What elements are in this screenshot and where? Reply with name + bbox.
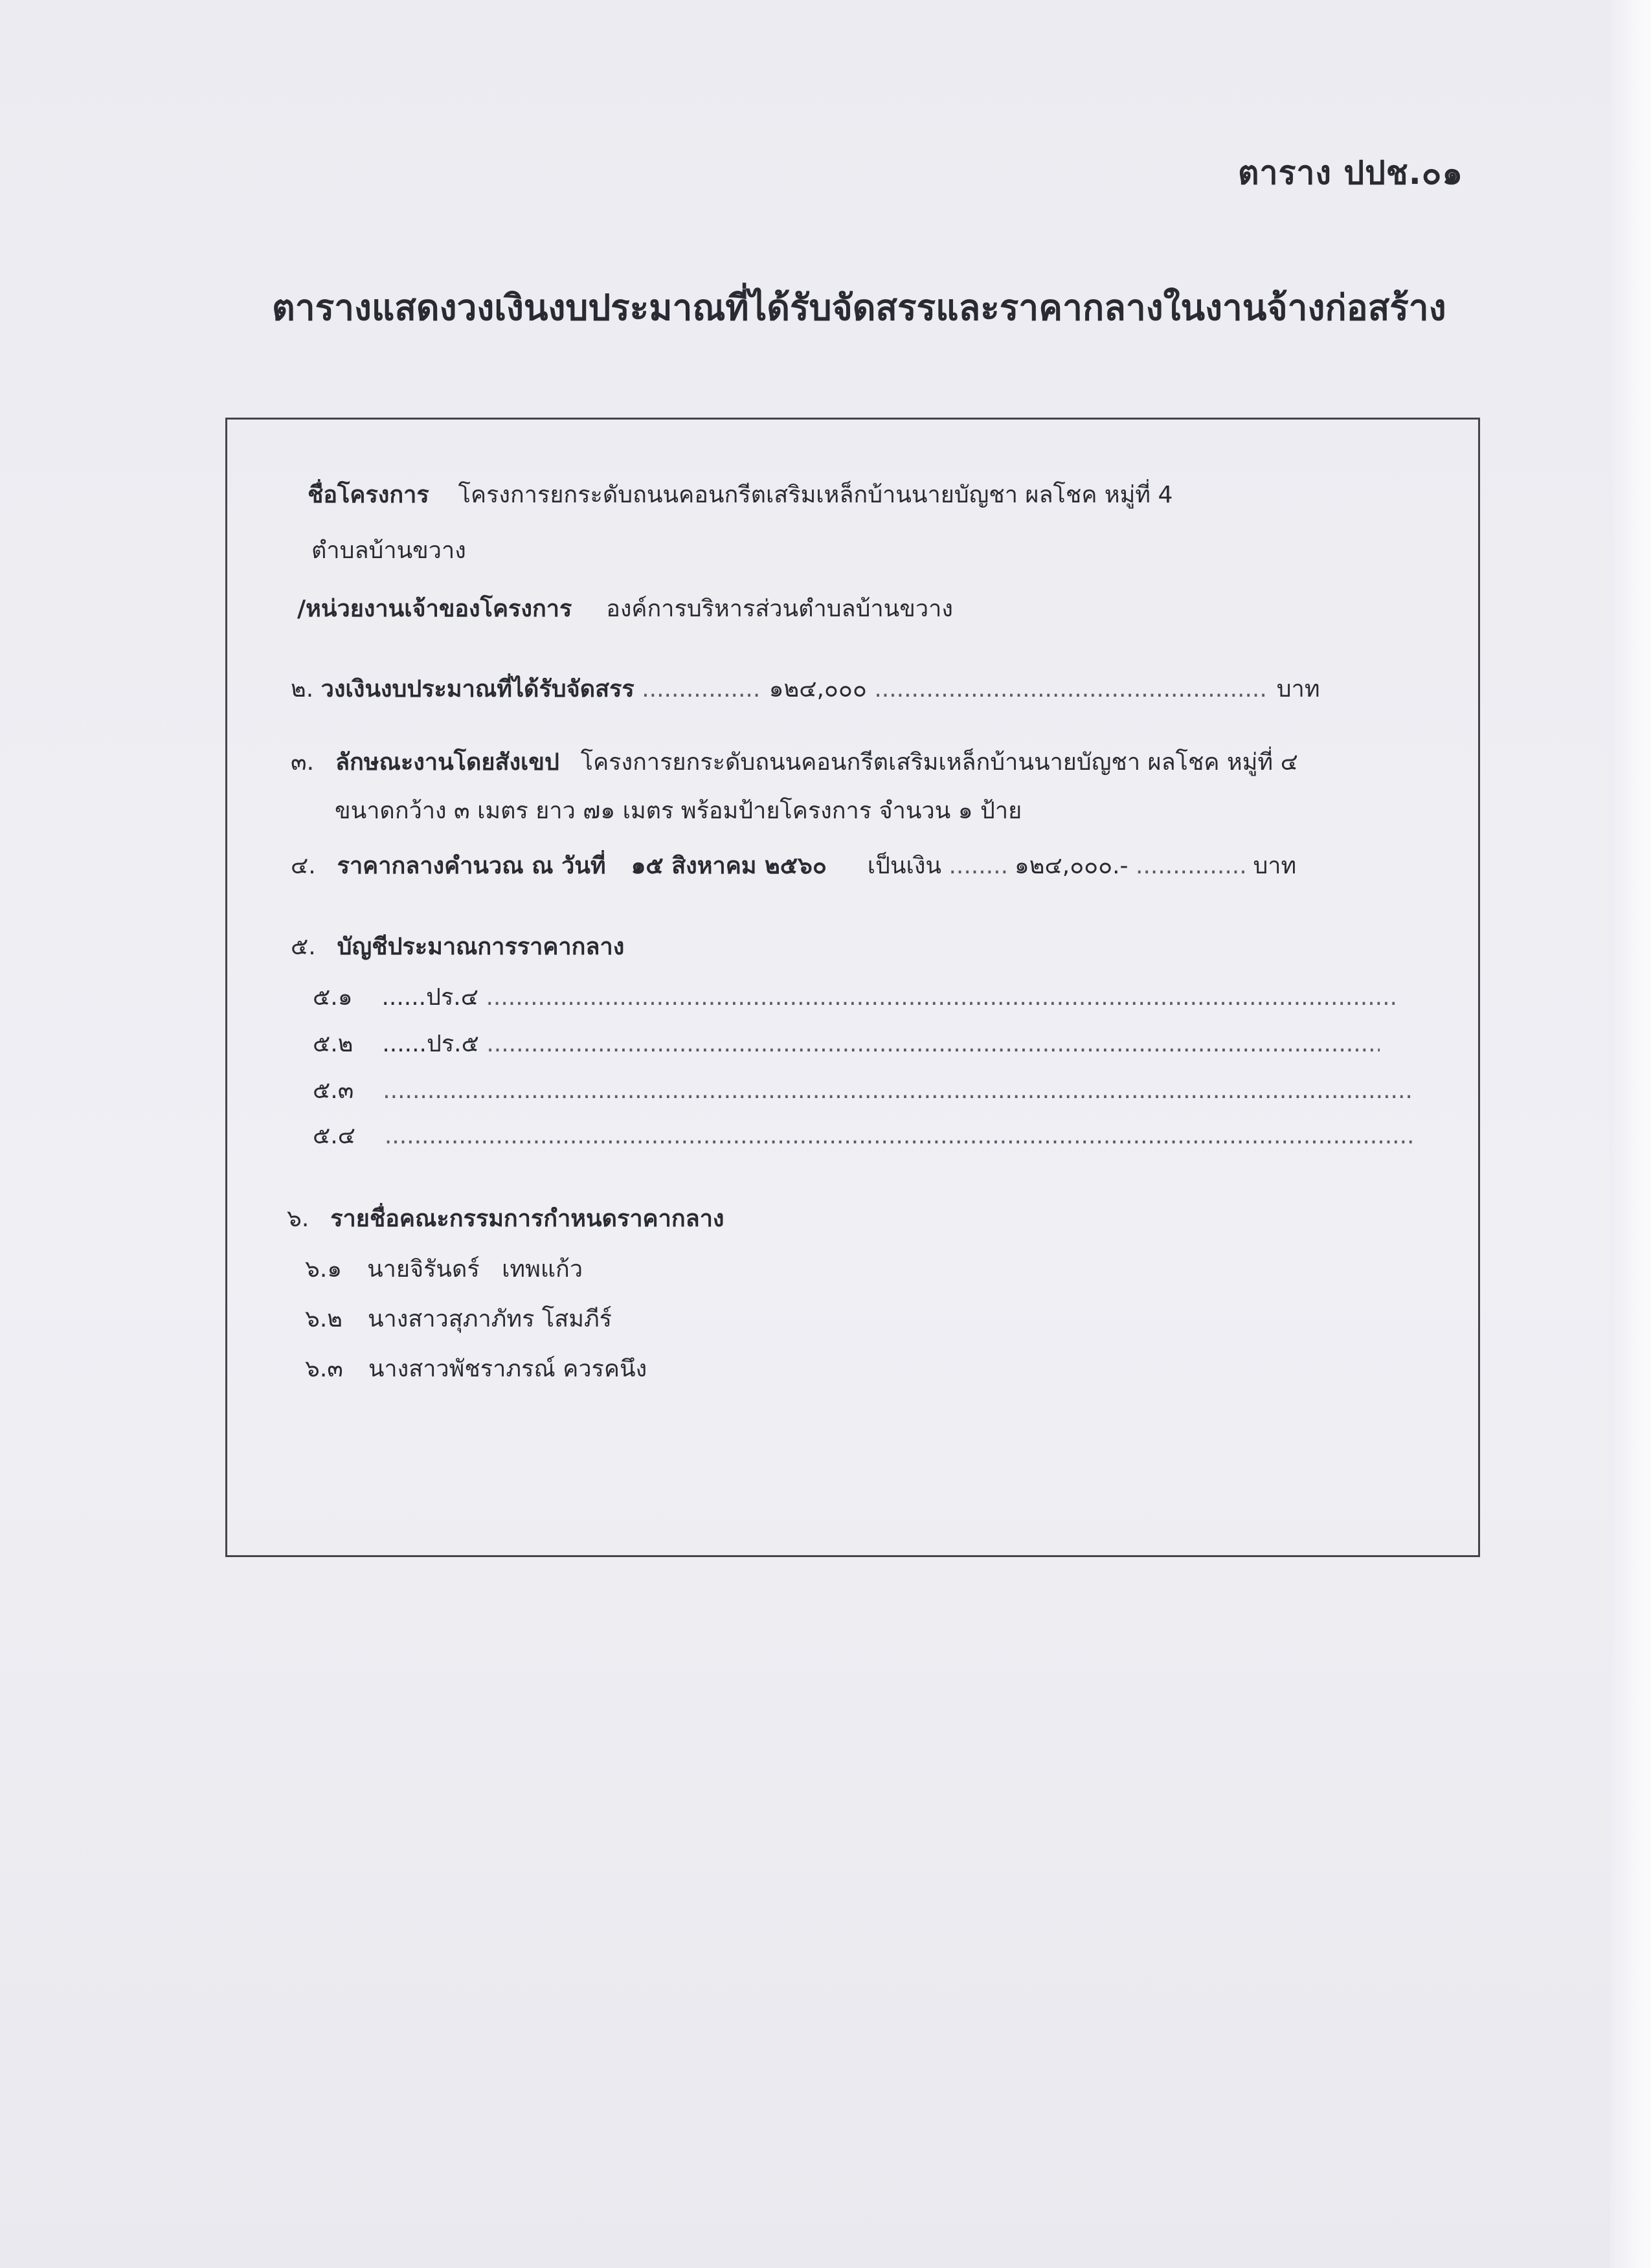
dotted-leader xyxy=(385,1120,1414,1152)
form-box xyxy=(225,418,1480,1557)
member-name: นายจิรันดร์ เทพแก้ว xyxy=(367,1256,583,1283)
price-estimate-subitem xyxy=(227,1075,1567,1107)
dotted-leader xyxy=(874,673,1269,706)
dotted-leader xyxy=(383,1075,1412,1107)
subitem-number: ๕.๒ xyxy=(313,1031,354,1057)
project-name-row xyxy=(227,479,1562,511)
member-name: นางสาวสุภาภัทร โสมภีร์ xyxy=(367,1306,612,1332)
dotted-leader xyxy=(949,850,1007,882)
subitem-number: ๕.๑ xyxy=(313,984,353,1011)
subitem-text: ......ปร.๔ xyxy=(381,984,478,1011)
project-name-value: โครงการยกระดับถนนคอนกรีตเสริมเหล็กบ้านนายบัญชา ผลโชค หมู่ที่ 4 xyxy=(458,482,1173,508)
committee-member xyxy=(227,1303,1560,1336)
member-number: ๖.๓ xyxy=(305,1356,343,1382)
committee-label: รายชื่อคณะกรรมการกำหนดราคากลาง xyxy=(330,1206,724,1232)
price-estimate-subitem xyxy=(227,982,1567,1014)
median-price-amount: ๑๒๔,๐๐๐.- xyxy=(1014,853,1129,879)
project-owner-value: องค์การบริหารส่วนตำบลบ้านขวาง xyxy=(606,596,953,622)
price-estimate-row xyxy=(227,931,1545,963)
budget-amount: ๑๒๔,๐๐๐ xyxy=(769,676,867,702)
median-price-number: ๔. xyxy=(291,853,316,879)
page-edge xyxy=(1610,0,1651,2268)
work-summary-value-line2: ขนาดกว้าง ๓ เมตร ยาว ๗๑ เมตร พร้อมป้ายโครงการ จำนวน ๑ ป้าย xyxy=(335,798,1022,824)
work-summary-value: โครงการยกระดับถนนคอนกรีตเสริมเหล็กบ้านนายบัญชา ผลโชค หมู่ที่ ๔ xyxy=(580,749,1298,776)
price-estimate-label: บัญชีประมาณการราคากลาง xyxy=(337,934,625,960)
price-estimate-subitem xyxy=(227,1120,1567,1152)
committee-member xyxy=(227,1353,1560,1386)
work-summary-number: ๓. xyxy=(291,749,315,776)
committee-member xyxy=(227,1253,1560,1286)
median-price-label: ราคากลางคำนวณ ณ วันที่ xyxy=(337,853,606,879)
project-name-row-2 xyxy=(227,535,1566,567)
subitem-text: ......ปร.๕ xyxy=(382,1031,479,1057)
form-code: ตาราง ปปช.๐๑ xyxy=(1238,154,1463,192)
median-price-amount-prefix: เป็นเงิน xyxy=(867,853,942,879)
project-name-label: ชื่อโครงการ xyxy=(308,482,429,508)
work-summary-row-2 xyxy=(227,795,1589,827)
project-owner-row xyxy=(227,593,1552,625)
dotted-leader xyxy=(486,982,1398,1014)
document-title: ตารางแสดงวงเงินงบประมาณที่ได้รับจัดสรรและราคากลางในงานจ้างก่อสร้าง xyxy=(272,287,1446,328)
subitem-number: ๕.๓ xyxy=(313,1077,354,1104)
committee-number: ๖. xyxy=(287,1206,309,1232)
price-estimate-subitem xyxy=(227,1028,1567,1061)
dotted-leader xyxy=(1136,850,1246,882)
member-name: นางสาวพัชราภรณ์ ควรคนึง xyxy=(368,1356,647,1382)
price-estimate-number: ๕. xyxy=(291,934,316,960)
work-summary-label: ลักษณะงานโดยสังเขป xyxy=(335,749,559,776)
dotted-leader xyxy=(486,1028,1380,1061)
budget-unit: บาท xyxy=(1276,676,1320,702)
subitem-number: ๕.๔ xyxy=(313,1123,355,1149)
budget-label: วงเงินงบประมาณที่ได้รับจัดสรร xyxy=(320,676,635,702)
median-price-date: ๑๕ สิงหาคม ๒๕๖๐ xyxy=(631,853,827,879)
median-price-row xyxy=(227,850,1545,882)
budget-row xyxy=(227,673,1545,706)
project-name-value-line2: ตำบลบ้านขวาง xyxy=(311,537,466,564)
median-price-unit: บาท xyxy=(1253,853,1297,879)
dotted-leader xyxy=(642,673,761,706)
committee-row xyxy=(227,1203,1542,1235)
member-number: ๖.๒ xyxy=(305,1306,343,1332)
project-owner-label: /หน่วยงานเจ้าของโครงการ xyxy=(297,596,572,622)
budget-number: ๒. xyxy=(291,676,314,702)
work-summary-row xyxy=(227,747,1545,779)
member-number: ๖.๑ xyxy=(305,1256,343,1283)
